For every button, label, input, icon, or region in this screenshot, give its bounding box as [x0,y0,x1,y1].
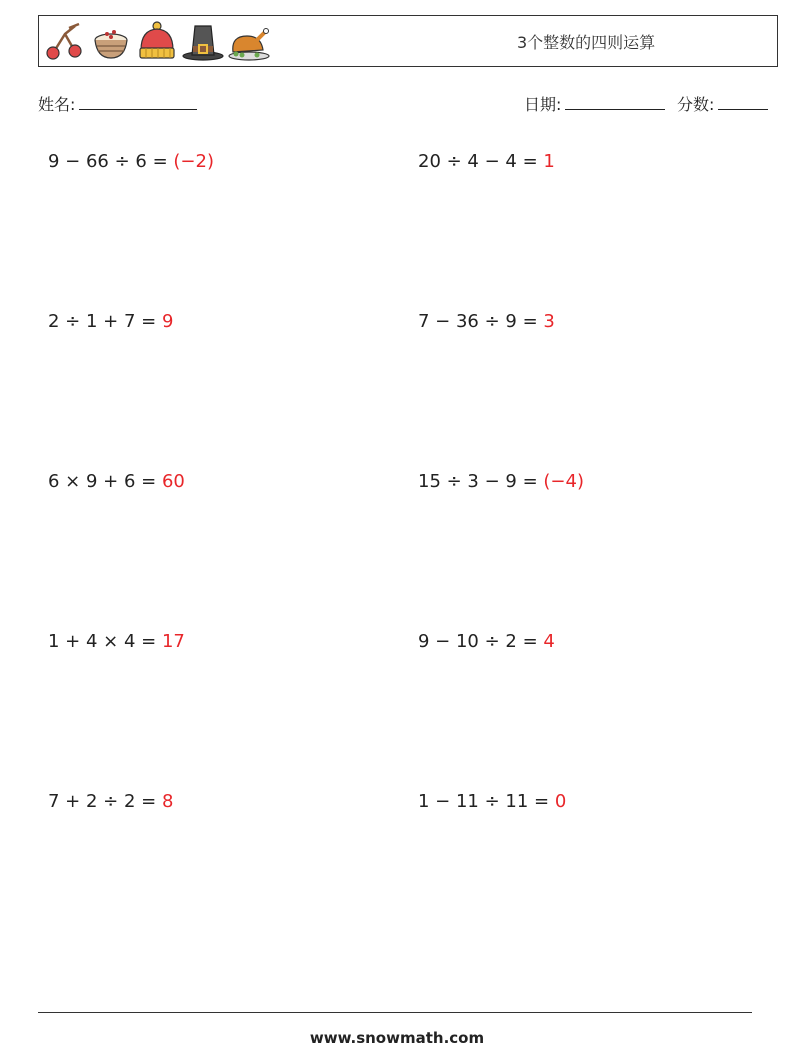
problem-5 [48,471,185,492]
problem-answer: 9 [161,311,174,332]
problem-question: 9 − 10 ÷ 2 = [418,631,544,652]
problem-9 [48,791,173,812]
problem-10 [418,791,566,812]
problem-question: 15 ÷ 3 − 9 = [418,471,544,492]
name-label: 姓名: [38,95,76,114]
problem-question: 7 + 2 ÷ 2 = [48,791,162,812]
footer-site: www.snowmath.com [309,1029,485,1047]
date-field [524,92,665,115]
problem-question: 2 ÷ 1 + 7 = [48,311,162,332]
pilgrim-hat-icon [181,20,225,64]
problem-answer: 0 [554,791,567,812]
problem-2 [418,151,555,172]
problem-answer: 1 [543,151,555,172]
problem-7 [48,631,185,652]
date-label: 日期: [524,95,562,114]
problem-4 [418,311,555,332]
problem-question: 1 − 11 ÷ 11 = [418,791,555,812]
score-label: 分数: [677,95,715,114]
problem-answer: 3 [543,311,555,332]
problem-answer: 4 [543,631,555,652]
name-blank[interactable] [79,93,197,110]
problem-6 [418,471,584,492]
problem-answer: 8 [161,791,174,812]
date-blank[interactable] [565,93,665,110]
roast-turkey-icon [227,20,271,64]
problem-3 [48,311,173,332]
problem-question: 7 − 36 ÷ 9 = [418,311,544,332]
problem-answer: (−2) [173,151,214,172]
footer-divider [38,1012,752,1013]
score-field [677,92,768,115]
problem-1 [48,151,214,172]
worksheet-title: 3个整数的四则运算 [517,33,656,52]
name-field [38,92,197,115]
problem-answer: 60 [161,471,185,492]
cherries-icon [43,20,87,64]
knit-hat-icon [135,20,179,64]
problem-8 [418,631,555,652]
pie-basket-icon [89,20,133,64]
header-icons [43,20,271,64]
problem-question: 9 − 66 ÷ 6 = [48,151,174,172]
problem-question: 20 ÷ 4 − 4 = [418,151,544,172]
problem-question: 6 × 9 + 6 = [48,471,162,492]
worksheet-header [38,15,778,67]
problem-answer: 17 [161,631,185,652]
score-blank[interactable] [718,93,768,110]
problem-answer: (−4) [543,471,584,492]
problem-question: 1 + 4 × 4 = [48,631,162,652]
